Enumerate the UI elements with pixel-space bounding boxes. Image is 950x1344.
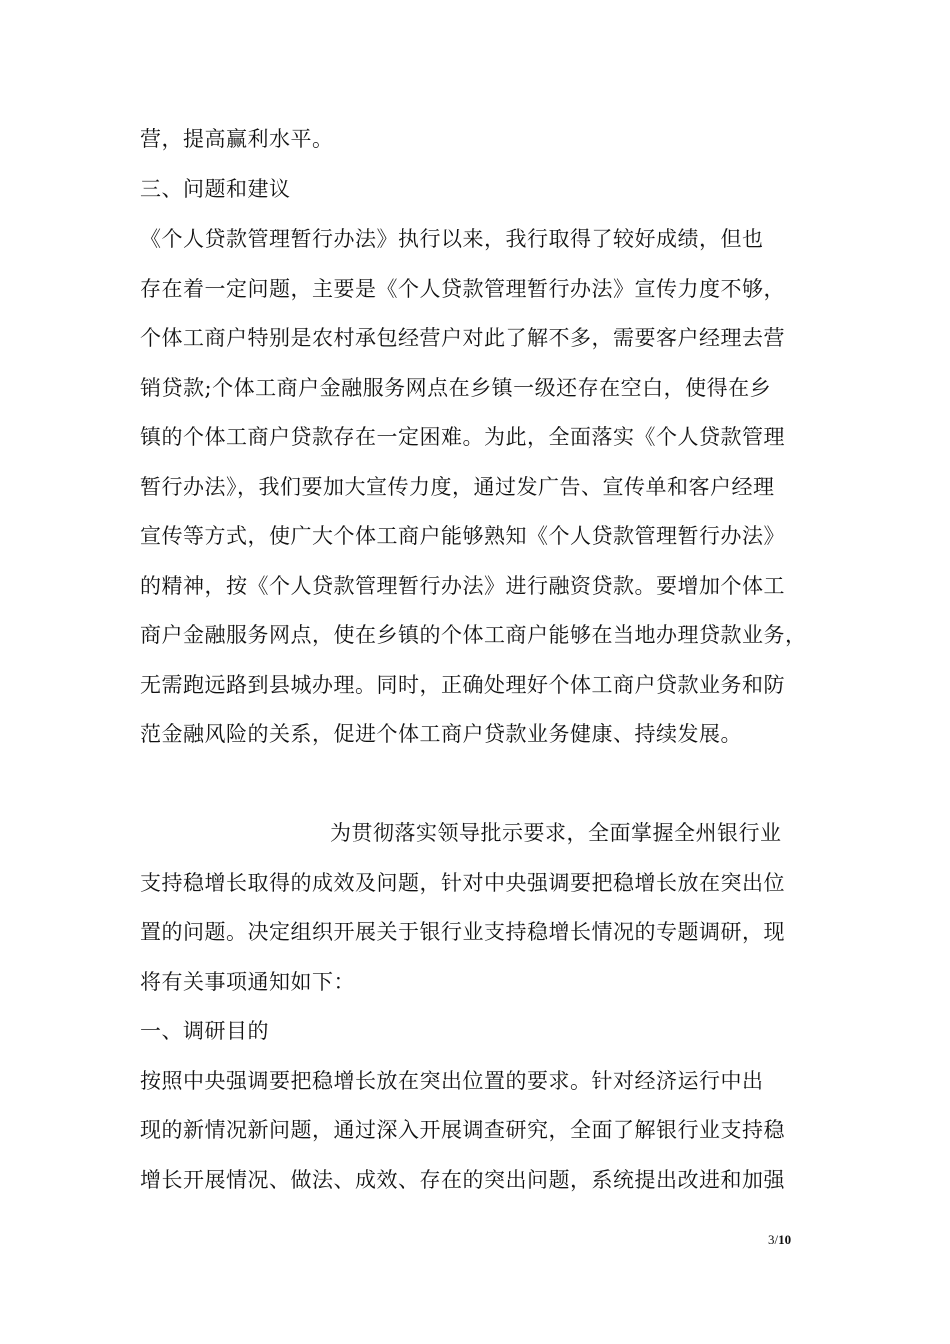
text-line: 营，提高赢利水平。 (140, 127, 334, 151)
text-line: 商户金融服务网点，使在乡镇的个体工商户能够在当地办理贷款业务， (140, 623, 807, 647)
page-separator: / (774, 1232, 779, 1247)
page-current: 3 (768, 1232, 775, 1247)
text-line: 按照中央强调要把稳增长放在突出位置的要求。针对经济运行中出 (140, 1069, 764, 1093)
page-number (768, 1232, 791, 1248)
text-line: 范金融风险的关系，促进个体工商户贷款业务健康、持续发展。 (140, 722, 742, 746)
text-line: 无需跑远路到县城办理。同时，正确处理好个体工商户贷款业务和防 (140, 673, 785, 697)
text-line: 宣传等方式，使广大个体工商户能够熟知《个人贷款管理暂行办法》 (140, 524, 785, 548)
section-heading: 一、调研目的 (140, 1019, 269, 1043)
section-heading: 三、问题和建议 (140, 177, 291, 201)
text-line: 存在着一定问题，主要是《个人贷款管理暂行办法》宣传力度不够， (140, 277, 785, 301)
page-total: 10 (778, 1232, 792, 1247)
text-line: 暂行办法》，我们要加大宣传力度，通过发广告、宣传单和客户经理 (140, 475, 775, 499)
text-line: 增长开展情况、做法、成效、存在的突出问题，系统提出改进和加强 (140, 1168, 785, 1192)
text-line: 个体工商户特别是农村承包经营户对此了解不多，需要客户经理去营 (140, 326, 785, 350)
text-line: 《个人贷款管理暂行办法》执行以来，我行取得了较好成绩，但也 (140, 227, 764, 251)
text-line: 置的问题。决定组织开展关于银行业支持稳增长情况的专题调研，现 (140, 920, 785, 944)
text-line: 将有关事项通知如下： (140, 970, 355, 994)
text-line: 现的新情况新问题，通过深入开展调查研究，全面了解银行业支持稳 (140, 1118, 785, 1142)
text-line: 的精神，按《个人贷款管理暂行办法》进行融资贷款。要增加个体工 (140, 574, 785, 598)
text-line: 为贯彻落实领导批示要求，全面掌握全州银行业 (330, 821, 782, 845)
text-line: 销贷款;个体工商户金融服务网点在乡镇一级还存在空白，使得在乡 (140, 376, 772, 400)
text-line: 镇的个体工商户贷款存在一定困难。为此，全面落实《个人贷款管理 (140, 425, 785, 449)
text-line: 支持稳增长取得的成效及问题，针对中央强调要把稳增长放在突出位 (140, 871, 785, 895)
